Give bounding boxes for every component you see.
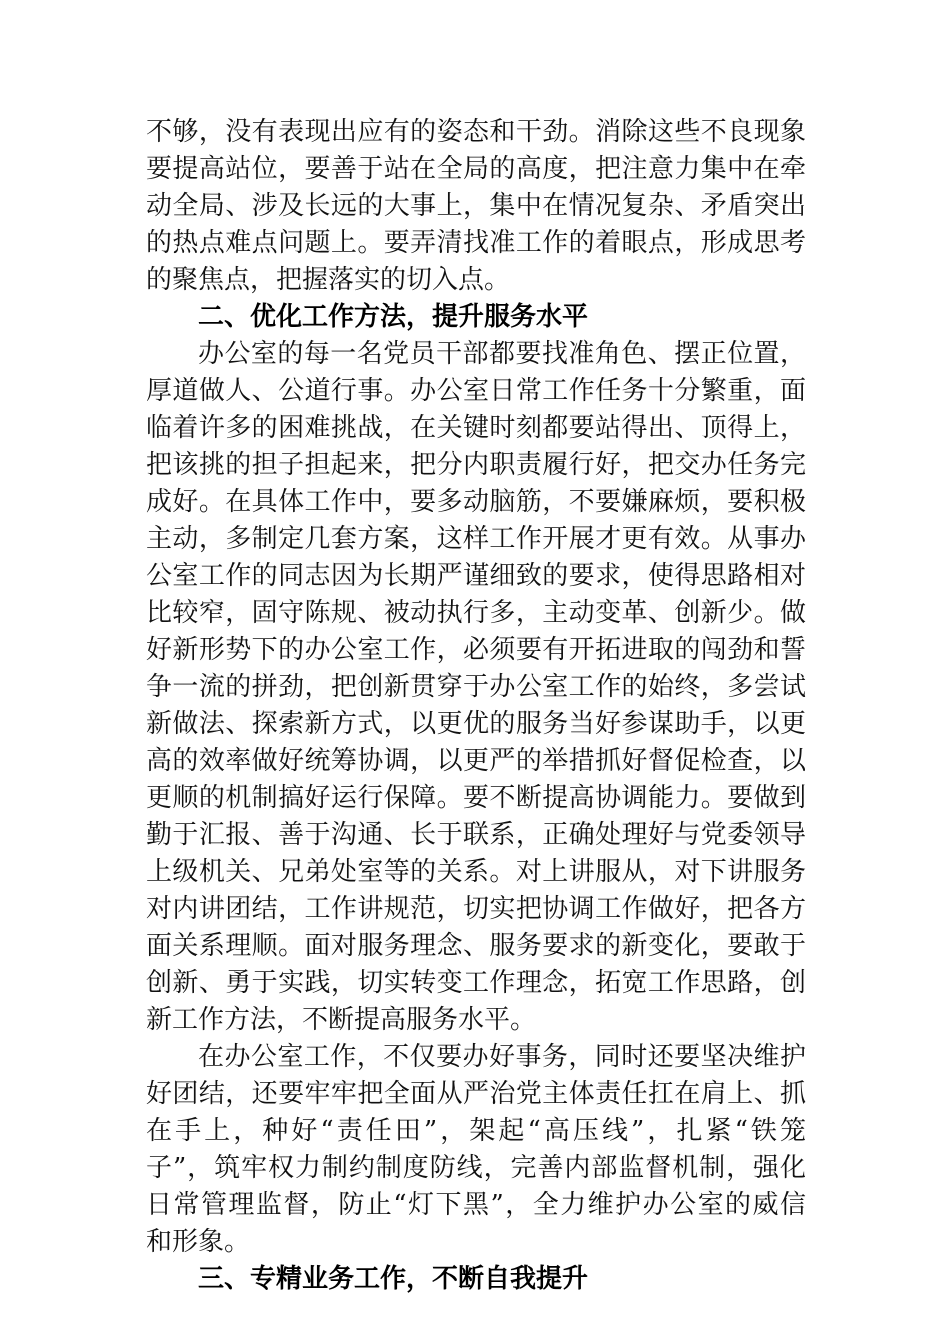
document-body [146, 114, 806, 1298]
text-line: 要提高站位，要善于站在全局的高度，把注意力集中在牵 [146, 154, 806, 184]
text-line: 比较窄，固守陈规、被动执行多，主动变革、创新少。做 [146, 598, 806, 628]
body-paragraph [146, 1039, 806, 1261]
text-line: 临着许多的困难挑战，在关键时刻都要站得出、顶得上， [146, 413, 806, 443]
text-line: 更顺的机制搞好运行保障。要不断提高协调能力。要做到 [146, 783, 806, 813]
text-line: 不够，没有表现出应有的姿态和干劲。消除这些不良现象 [146, 117, 806, 147]
text-line: 的聚焦点，把握落实的切入点。 [146, 265, 511, 295]
section-heading: 三、专精业务工作，不断自我提升 [198, 1264, 589, 1294]
text-line: 新工作方法，不断提高服务水平。 [146, 1005, 537, 1035]
text-line: 厚道做人、公道行事。办公室日常工作任务十分繁重，面 [146, 376, 806, 406]
section-heading: 二、优化工作方法，提升服务水平 [198, 302, 589, 332]
text-line: 创新、勇于实践，切实转变工作理念，拓宽工作思路，创 [146, 968, 806, 998]
text-line: 面关系理顺。面对服务理念、服务要求的新变化，要敢于 [146, 931, 806, 961]
text-line: 办公室的每一名党员干部都要找准角色、摆正位置， [198, 339, 806, 369]
text-line: 子”，筑牢权力制约制度防线，完善内部监督机制，强化 [146, 1153, 806, 1183]
text-line: 对内讲团结，工作讲规范，切实把协调工作做好，把各方 [146, 894, 806, 924]
text-line: 和形象。 [146, 1227, 251, 1257]
text-line: 新做法、探索新方式，以更优的服务当好参谋助手，以更 [146, 709, 806, 739]
text-line: 争一流的拼劲，把创新贯穿于办公室工作的始终，多尝试 [146, 672, 806, 702]
text-line: 在手上，种好“责任田”，架起“高压线”，扎紧“铁笼 [146, 1116, 806, 1146]
text-line: 好新形势下的办公室工作，必须要有开拓进取的闯劲和誓 [146, 635, 806, 665]
text-line: 动全局、涉及长远的大事上，集中在情况复杂、矛盾突出 [146, 191, 806, 221]
body-paragraph [146, 336, 806, 1039]
text-line: 把该挑的担子担起来，把分内职责履行好，把交办任务完 [146, 450, 806, 480]
text-line: 勤于汇报、善于沟通、长于联系，正确处理好与党委领导 [146, 820, 806, 850]
text-line: 高的效率做好统筹协调，以更严的举措抓好督促检查，以 [146, 746, 806, 776]
body-paragraph [146, 114, 806, 299]
text-line: 日常管理监督，防止“灯下黑”，全力维护办公室的威信 [146, 1190, 806, 1220]
text-line: 上级机关、兄弟处室等的关系。对上讲服从，对下讲服务 [146, 857, 806, 887]
text-line: 的热点难点问题上。要弄清找准工作的着眼点，形成思考 [146, 228, 806, 258]
text-line: 公室工作的同志因为长期严谨细致的要求，使得思路相对 [146, 561, 806, 591]
text-line: 好团结，还要牢牢把全面从严治党主体责任扛在肩上、抓 [146, 1079, 806, 1109]
text-line: 在办公室工作，不仅要办好事务，同时还要坚决维护 [198, 1042, 806, 1072]
text-line: 主动，多制定几套方案，这样工作开展才更有效。从事办 [146, 524, 806, 554]
text-line: 成好。在具体工作中，要多动脑筋，不要嫌麻烦，要积极 [146, 487, 806, 517]
